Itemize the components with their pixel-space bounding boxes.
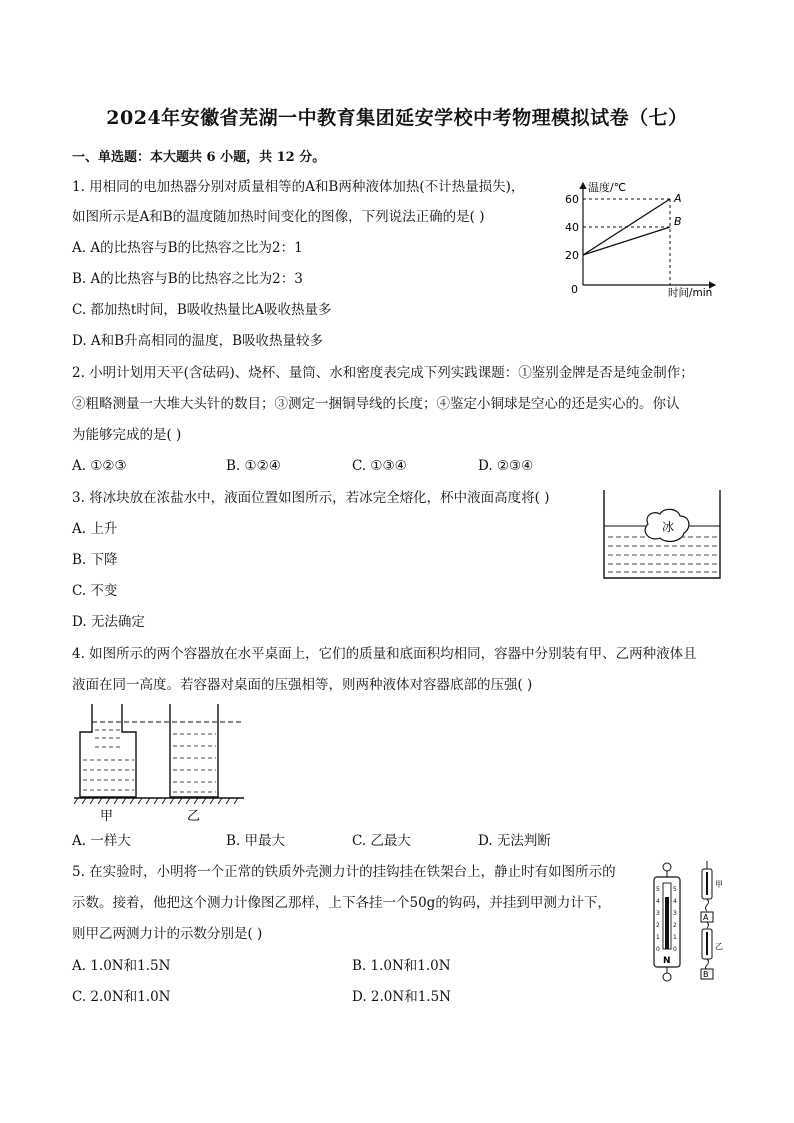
- q3-line-1: 3. 将冰块放在浓盐水中，液面位置如图所示，若冰完全熔化，杯中液面高度将( ): [72, 490, 550, 506]
- svg-text:2: 2: [673, 922, 677, 929]
- q3-option-b: B. 下降: [72, 552, 118, 568]
- q4-option-b: B. 甲最大: [226, 833, 286, 849]
- label-a: A: [674, 192, 682, 205]
- q1-line-1: 1. 用相同的电加热器分别对质量相等的A和B两种液体加热(不计热量损失)，: [72, 179, 525, 195]
- q1-option-b: B. A的比热容与B的比热容之比为2：3: [72, 271, 303, 287]
- q2-option-b: B. ①②④: [226, 458, 281, 474]
- q2-line-3: 为能够完成的是( ): [72, 427, 182, 443]
- svg-text:1: 1: [656, 934, 660, 941]
- container-yi: [170, 704, 218, 797]
- svg-text:5: 5: [673, 886, 677, 893]
- spring-scale-figure: [645, 857, 730, 985]
- q5-option-c: C. 2.0N和1.0N: [72, 989, 171, 1005]
- q4-line-2: 液面在同一高度。若容器对桌面的压强相等，则两种液体对容器底部的压强( ): [72, 677, 533, 693]
- svg-text:3: 3: [673, 910, 677, 917]
- q4-option-c: C. 乙最大: [352, 833, 411, 849]
- q1-option-a: A. A的比热容与B的比热容之比为2：1: [72, 240, 303, 256]
- tick-40: 40: [565, 221, 579, 234]
- ice-label: 冰: [662, 520, 675, 534]
- box-b: B: [703, 970, 709, 979]
- q5-line-2: 示数。接着，他把这个测力计像图乙那样，上下各挂一个50g的钩码，并挂到甲测力计下，: [72, 895, 611, 911]
- svg-text:4: 4: [673, 898, 677, 905]
- q3-option-a: A. 上升: [72, 521, 118, 537]
- tick-0: 0: [571, 283, 578, 296]
- q2-line-2: ②粗略测量一大堆大头针的数目；③测定一捆铜导线的长度；④鉴定小铜球是空心的还是实心的。你认: [72, 396, 680, 412]
- q4-option-a: A. 一样大: [72, 833, 131, 849]
- svg-text:0: 0: [673, 946, 677, 953]
- q5-option-a: A. 1.0N和1.5N: [72, 958, 171, 974]
- section-heading: 一、单选题：本大题共 6 小题，共 12 分。: [72, 150, 326, 165]
- q1-option-d: D. A和B升高相同的温度，B吸收热量较多: [72, 333, 324, 349]
- label-jia: 甲: [715, 880, 723, 889]
- q4-option-d: D. 无法判断: [478, 833, 551, 849]
- tick-20: 20: [565, 249, 579, 262]
- x-axis-label: 时间/min: [668, 287, 713, 299]
- y-axis-label: 温度/℃: [588, 181, 627, 194]
- label-jia: 甲: [100, 809, 114, 824]
- svg-text:3: 3: [656, 910, 660, 917]
- svg-text:5: 5: [656, 886, 660, 893]
- q5-option-b: B. 1.0N和1.0N: [352, 958, 451, 974]
- tick-60: 60: [565, 193, 579, 206]
- two-containers-figure: [72, 700, 252, 826]
- svg-text:0: 0: [656, 946, 660, 953]
- q2-line-1: 2. 小明计划用天平(含砝码)、烧杯、量筒、水和密度表完成下列实践课题：①鉴别金牌是否是纯金制作；: [72, 365, 694, 381]
- label-yi: 乙: [187, 809, 201, 824]
- beaker-ice-figure: [598, 488, 726, 583]
- q5-line-1: 5. 在实验时，小明将一个正常的铁质外壳测力计的挂钩挂在铁架台上，静止时有如图所示的: [72, 864, 616, 880]
- temperature-time-graph: [555, 175, 730, 300]
- svg-text:4: 4: [656, 898, 660, 905]
- q1-option-c: C. 都加热t时间，B吸收热量比A吸收热量多: [72, 302, 332, 318]
- q1-line-2: 如图所示是A和B的温度随加热时间变化的图像，下列说法正确的是( ): [72, 209, 485, 225]
- page-title: 2024年安徽省芜湖一中教育集团延安学校中考物理模拟试卷（七）: [106, 107, 688, 129]
- q2-option-d: D. ②③④: [478, 458, 534, 474]
- q5-line-3: 则甲乙两测力计的示数分别是( ): [72, 926, 263, 942]
- label-b: B: [674, 215, 682, 228]
- q3-option-d: D. 无法确定: [72, 614, 145, 630]
- container-jia: [80, 704, 136, 797]
- label-yi: 乙: [715, 942, 723, 951]
- q3-option-c: C. 不变: [72, 583, 118, 599]
- q5-option-d: D. 2.0N和1.5N: [352, 989, 451, 1005]
- unit-label: N: [663, 956, 671, 966]
- line-b: [583, 227, 670, 255]
- q2-option-a: A. ①②③: [72, 458, 127, 474]
- box-a: A: [703, 913, 709, 922]
- q2-option-c: C. ①③④: [352, 458, 407, 474]
- q4-line-1: 4. 如图所示的两个容器放在水平桌面上，它们的质量和底面积均相同，容器中分别装有甲、乙两种液体且: [72, 646, 697, 662]
- svg-text:2: 2: [656, 922, 660, 929]
- svg-text:1: 1: [673, 934, 677, 941]
